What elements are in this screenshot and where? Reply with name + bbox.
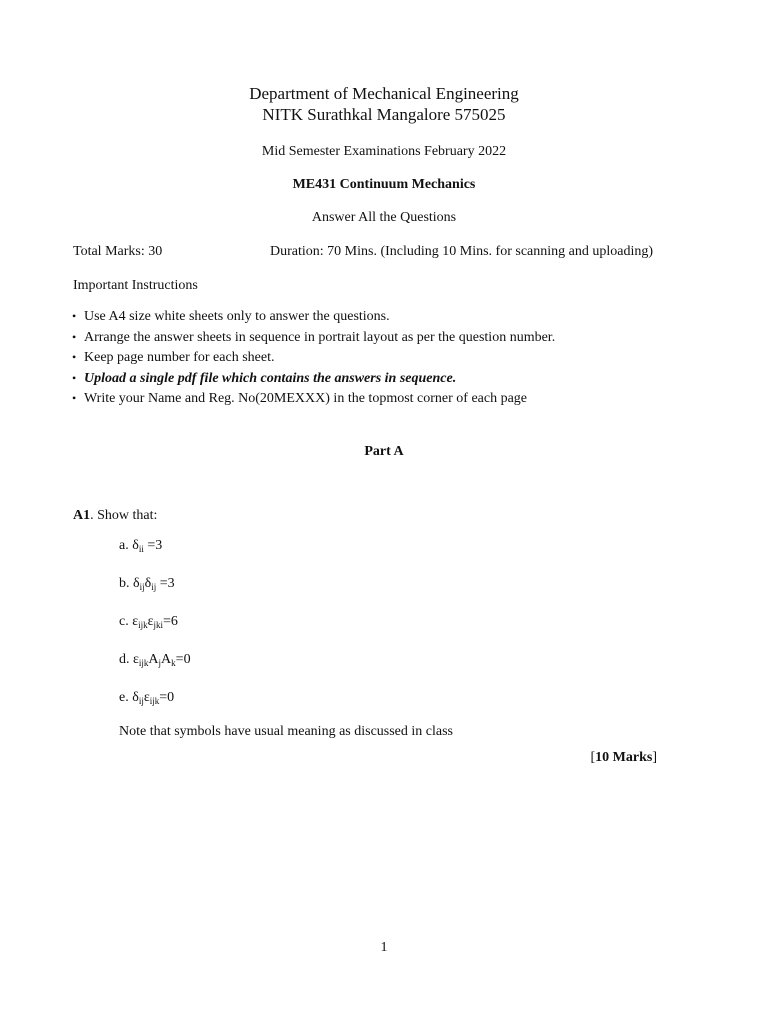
subpart-d bbox=[119, 652, 191, 668]
expression-subscript: ii bbox=[138, 544, 144, 554]
expression-symbol: A bbox=[161, 652, 172, 667]
expression-subscript: j bbox=[158, 658, 162, 668]
marks-label: [10 Marks] bbox=[590, 750, 657, 765]
expression-symbol: δ bbox=[133, 576, 140, 591]
bullet-icon: • bbox=[72, 370, 77, 385]
institute-name: NITK Surathkal Mangalore 575025 bbox=[262, 105, 506, 124]
subpart-label: d. bbox=[119, 652, 133, 667]
bullet-icon: • bbox=[72, 350, 77, 364]
expression-subscript: ijk bbox=[138, 620, 148, 630]
part-title: Part A bbox=[364, 444, 404, 459]
subpart-label: b. bbox=[119, 576, 133, 591]
question-number: A1 bbox=[73, 508, 91, 523]
course-title: ME431 Continuum Mechanics bbox=[292, 177, 476, 192]
expression-symbol: =0 bbox=[159, 690, 175, 705]
subpart-e bbox=[119, 690, 174, 706]
expression-subscript: ij bbox=[151, 582, 157, 592]
marks-value: 10 Marks bbox=[595, 750, 653, 765]
instructions-list bbox=[72, 306, 555, 409]
expression-symbol: ε bbox=[133, 652, 139, 667]
bullet-icon: • bbox=[72, 329, 77, 344]
department-name: Department of Mechanical Engineering bbox=[249, 84, 519, 103]
subpart-a bbox=[119, 538, 162, 554]
expression-subscript: ij bbox=[138, 696, 144, 706]
question-prompt: . Show that: bbox=[90, 508, 158, 523]
expression-symbol: =3 bbox=[143, 538, 163, 553]
expression-symbol: δ bbox=[132, 538, 139, 553]
expression-symbol: δ bbox=[132, 690, 139, 705]
expression-subscript: ij bbox=[139, 582, 145, 592]
expression-symbol: ε bbox=[147, 614, 154, 629]
expression-symbol: =0 bbox=[175, 652, 191, 667]
expression-symbol: =6 bbox=[163, 614, 178, 629]
duration: Duration: 70 Mins. (Including 10 Mins. for scanning and uploading) bbox=[270, 244, 654, 259]
instruction-item: • Keep page number for each sheet. bbox=[72, 347, 555, 368]
instruction-item: • Write your Name and Reg. No(20MEXXX) in the topmost corner of each page bbox=[72, 388, 555, 409]
expression-symbol: A bbox=[148, 652, 159, 667]
question-heading bbox=[73, 508, 157, 524]
expression-subscript: jki bbox=[153, 620, 164, 630]
expression-symbol: ε bbox=[132, 614, 139, 629]
bullet-icon: • bbox=[72, 391, 77, 405]
subpart-b bbox=[119, 576, 175, 592]
total-marks: Total Marks: 30 bbox=[73, 244, 163, 259]
expression-subscript: ijk bbox=[149, 696, 160, 706]
subpart-label: a. bbox=[119, 538, 133, 553]
subpart-label: c. bbox=[119, 614, 133, 629]
exam-title: Mid Semester Examinations February 2022 bbox=[261, 144, 507, 159]
symbols-note: Note that symbols have usual meaning as discussed in class bbox=[119, 724, 453, 739]
page-number: 1 bbox=[380, 940, 388, 955]
subpart-label: e. bbox=[119, 690, 133, 705]
instruction-item: • Arrange the answer sheets in sequence in portrait layout as per the question number. bbox=[72, 327, 555, 348]
instruction-item-emphasized: • Upload a single pdf file which contains the answers in sequence. bbox=[72, 368, 555, 389]
expression-symbol: =3 bbox=[156, 576, 175, 591]
expression-subscript: k bbox=[171, 658, 176, 668]
subpart-c bbox=[119, 614, 178, 630]
bullet-icon: • bbox=[72, 309, 77, 323]
instruction-item: • Use A4 size white sheets only to answer the questions. bbox=[72, 306, 555, 327]
expression-subscript: ijk bbox=[138, 658, 149, 668]
expression-symbol: ε bbox=[143, 690, 150, 705]
expression-symbol: δ bbox=[144, 576, 152, 591]
answer-instruction: Answer All the Questions bbox=[311, 210, 457, 225]
instructions-heading: Important Instructions bbox=[73, 278, 198, 293]
